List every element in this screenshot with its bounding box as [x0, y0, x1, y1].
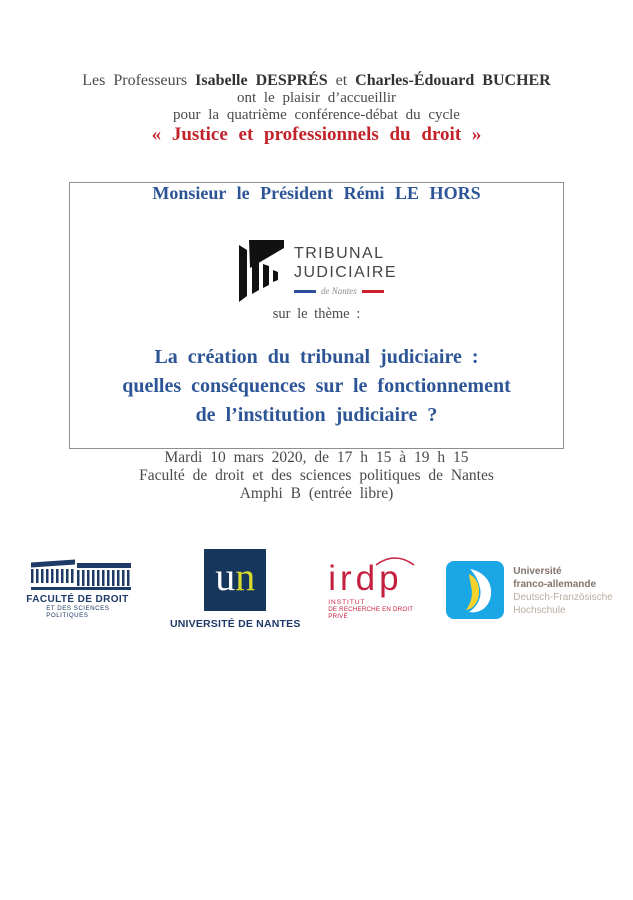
- faculte-de-droit-logo: [20, 560, 142, 619]
- professor-name-1: Isabelle DESPRÉS: [195, 72, 328, 89]
- ufa-line4: Hochschule: [513, 604, 566, 616]
- intro-occasion: pour la quatrième conférence-débat du cycle: [173, 107, 460, 123]
- tribunal-judiciaire-logo-text: [294, 244, 397, 296]
- tribunal-logo-blue-bar: [294, 290, 316, 293]
- universite-franco-allemande-logo: [446, 561, 612, 619]
- event-date: Mardi 10 mars 2020, de 17 h 15 à 19 h 15: [164, 449, 469, 466]
- faculte-logo-line2: ET DES SCIENCES POLITIQUES: [46, 605, 110, 619]
- theme-line-3: de l’institution judiciaire ?: [195, 404, 438, 426]
- intro-welcome: ont le plaisir d’accueillir: [236, 90, 397, 106]
- tribunal-judiciaire-logo-mark-icon: [236, 238, 284, 302]
- faculte-building-icon: [27, 560, 135, 590]
- intro-prefix: Les Professeurs: [82, 72, 188, 89]
- tribunal-logo-subtitle: de Nantes: [321, 286, 357, 296]
- event-room: Amphi B (entrée libre): [239, 485, 394, 502]
- ufa-line2: franco-allemande: [513, 578, 597, 590]
- theme-label: sur le thème :: [272, 306, 361, 322]
- universite-nantes-label: UNIVERSITÉ DE NANTES: [169, 618, 301, 630]
- speaker-name: Monsieur le Président Rémi LE HORS: [152, 183, 481, 203]
- partner-logos-row: [0, 549, 633, 630]
- irdp-caption-line1: INSTITUT: [328, 598, 366, 606]
- tribunal-logo-red-bar: [362, 290, 384, 293]
- ufa-line1: Université: [513, 565, 562, 577]
- irdp-arc-icon: [374, 553, 416, 567]
- event-box: [69, 182, 564, 449]
- tribunal-judiciaire-logo: [70, 234, 563, 306]
- event-venue: Faculté de droit et des sciences politiques de Nantes: [139, 467, 494, 484]
- tribunal-logo-line2: JUDICIAIRE: [294, 264, 397, 281]
- theme-line-2: quelles conséquences sur le fonctionnement: [122, 375, 511, 397]
- irdp-logo: [328, 560, 428, 620]
- faculte-logo-line1: FACULTÉ DE DROIT: [26, 594, 129, 605]
- universite-nantes-mark-icon: [204, 549, 266, 611]
- ufa-line3: Deutsch-Französische: [513, 591, 613, 603]
- ufa-logo-text: [513, 561, 612, 617]
- theme-title: [70, 343, 563, 448]
- theme-line-1: La création du tribunal judiciaire :: [154, 346, 479, 368]
- ufa-mark-icon: [446, 561, 504, 619]
- irdp-mark-text: irdp: [328, 558, 403, 598]
- universite-nantes-mark-u: u: [215, 554, 236, 599]
- cycle-title: « Justice et professionnels du droit »: [151, 124, 482, 145]
- universite-de-nantes-logo: [160, 549, 310, 630]
- tribunal-logo-line1: TRIBUNAL: [294, 245, 385, 262]
- intro-connector: et: [335, 72, 348, 89]
- professor-name-2: Charles-Édouard BUCHER: [355, 72, 551, 89]
- universite-nantes-mark-n: n: [235, 554, 256, 599]
- intro-professors: [0, 0, 633, 90]
- tribunal-logo-subtitle-row: [294, 286, 397, 296]
- irdp-caption-line2: DE RECHERCHE EN DROIT PRIVÉ: [328, 605, 414, 620]
- irdp-mark-icon: [328, 560, 420, 598]
